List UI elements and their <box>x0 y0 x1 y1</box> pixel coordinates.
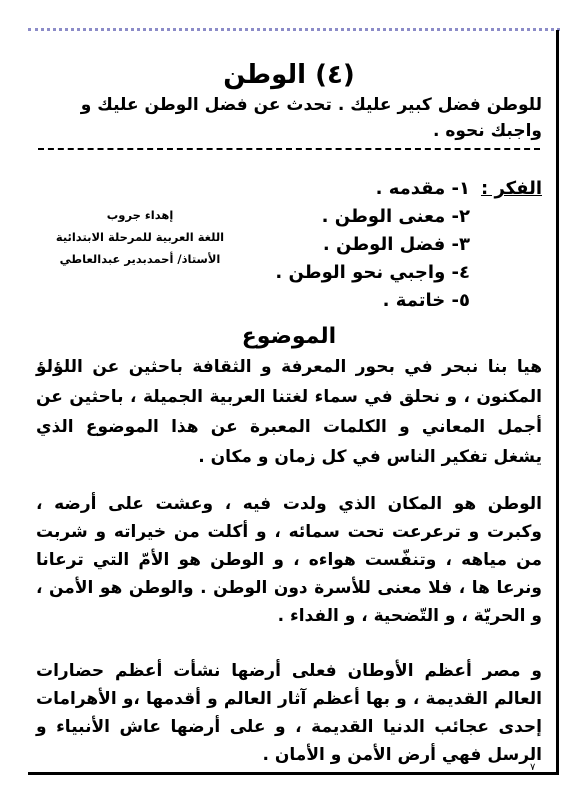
paragraph-3: و مصر أعظم الأوطان فعلى أرضها نشأت أعظم حضارات العالم القديمة ، و بها أعظم آثار العالم و أقدمها ،و الأهرامات إحدى عجائب الدنيا القديمة ، و على أرضها عاش الأنبياء و الرسل فهي أرض الأمن و الأمان . <box>36 661 542 765</box>
idea-item-4: ٤- واجبي نحو الوطن . <box>275 262 470 283</box>
idea-item-5: ٥- خاتمة . <box>382 290 470 311</box>
section-subtitle: الموضوع <box>241 324 337 349</box>
page-border-bottom <box>28 772 559 775</box>
page-border-right <box>556 30 559 775</box>
page-title: (٤) الوطن <box>223 60 355 90</box>
credit-block <box>40 204 240 270</box>
dashed-separator <box>38 148 540 150</box>
credit-line-1: إهداء جروب <box>106 208 174 222</box>
credit-line-3: الأستاذ/ أحمدبدير عبدالعاطي <box>59 252 221 266</box>
page-number: ٧ <box>530 762 536 773</box>
idea-item-2: ٢- معنى الوطن . <box>321 206 470 227</box>
idea-item-1: ١- مقدمه . <box>375 178 470 199</box>
essay-prompt: للوطن فضل كبير عليك . تحدث عن فضل الوطن عليك و واجبك نحوه . <box>80 95 542 141</box>
idea-item-3: ٣- فضل الوطن . <box>322 234 470 255</box>
paragraph-2: الوطن هو المكان الذي ولدت فيه ، وعشت على أرضه ، وكبرت و ترعرعت تحت سمائه ، و أكلت من خيراته و شربت من مياهه ، وتنفّست هواءه ، و الوطن هو الأمّ التي ترعانا ونرعا ها ، فلا معنى للأسرة دون الوطن . والوطن هو الأمن ، و الحريّة ، و التّضحية ، و الفداء . <box>36 494 542 626</box>
credit-line-2: اللغة العربية للمرحلة الابتدائية <box>55 230 225 244</box>
page-border-top <box>28 28 560 31</box>
ideas-label: الفكر : <box>480 178 542 199</box>
worksheet-page <box>30 40 548 773</box>
paragraph-1: هيا بنا نبحر في بحور المعرفة و الثقافة باحثين عن اللؤلؤ المكنون ، و نحلق في سماء لغتنا العربية الجميلة ، باحثين عن أجمل المعاني و الكلمات المعبرة عن هذا الموضوع الذي يشغل تفكير الناس في كل زمان و مكان . <box>36 357 542 467</box>
